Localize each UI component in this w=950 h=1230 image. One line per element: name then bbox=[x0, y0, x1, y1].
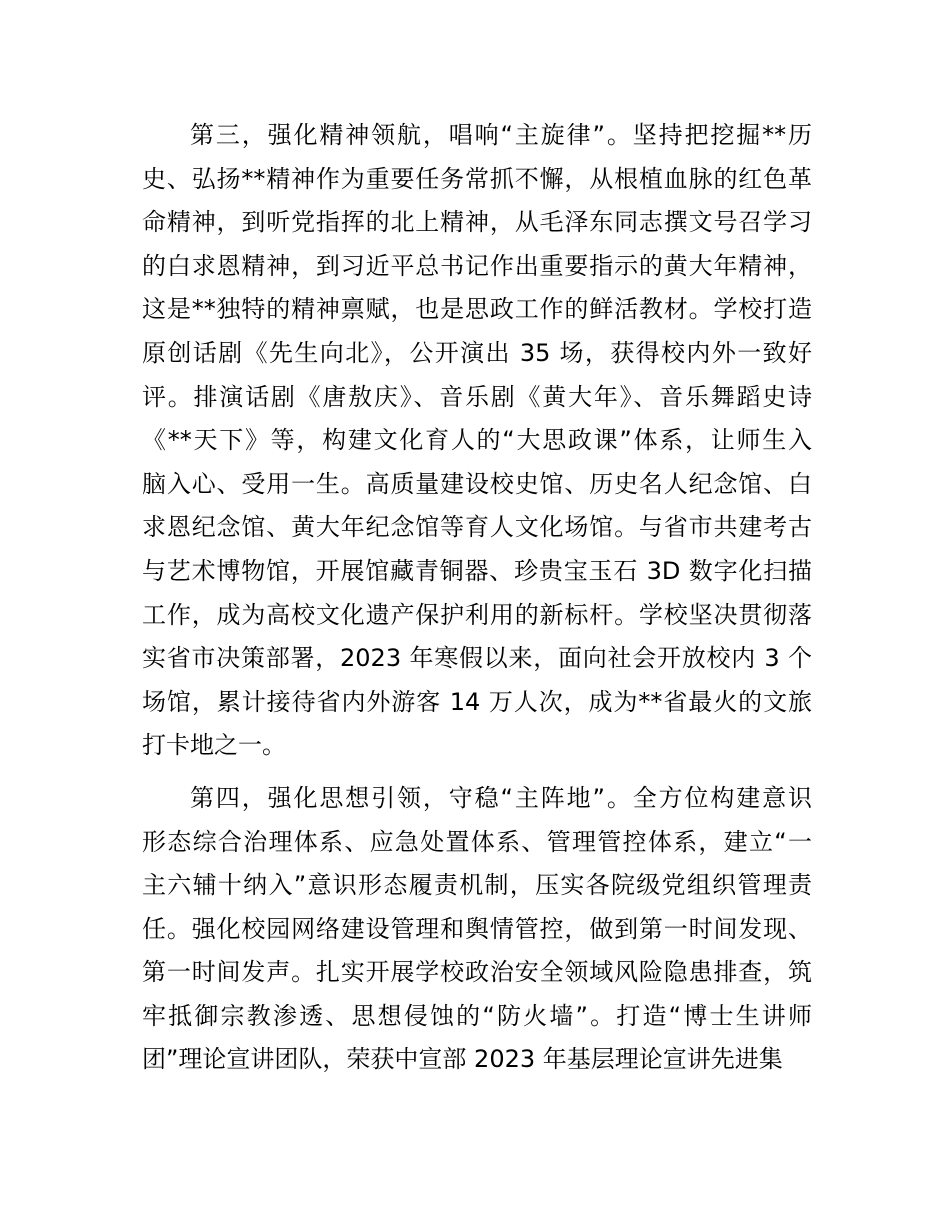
text-line: 第一时间发声。扎实开展学校政治安全领域风险隐患排查，筑 bbox=[142, 958, 812, 987]
text-line: 的白求恩精神，到习近平总书记作出重要指示的黄大年精神， bbox=[142, 251, 812, 280]
text-line: 《**天下》等，构建文化育人的“大思政课”体系，让师生入 bbox=[142, 426, 812, 455]
text-line: 命精神，到听党指挥的北上精神，从毛泽东同志撰文号召学习 bbox=[142, 208, 812, 237]
text-line: 脑入心、受用一生。高质量建设校史馆、历史名人纪念馆、白 bbox=[142, 469, 812, 498]
text-line: 实省市决策部署，2023 年寒假以来，面向社会开放校内 3 个 bbox=[142, 644, 812, 673]
text-line: 形态综合治理体系、应急处置体系、管理管控体系，建立“一 bbox=[142, 827, 812, 856]
text-line: 任。强化校园网络建设管理和舆情管控，做到第一时间发现、 bbox=[142, 914, 812, 943]
text-line: 求恩纪念馆、黄大年纪念馆等育人文化场馆。与省市共建考古 bbox=[142, 513, 812, 542]
text-line: 打卡地之一。 bbox=[142, 731, 286, 760]
text-line: 主六辅十纳入”意识形态履责机制，压实各院级党组织管理责 bbox=[142, 871, 812, 900]
text-line: 工作，成为高校文化遗产保护利用的新标杆。学校坚决贯彻落 bbox=[142, 600, 812, 629]
text-line: 与艺术博物馆，开展馆藏青铜器、珍贵宝玉石 3D 数字化扫描 bbox=[142, 556, 812, 585]
text-line: 史、弘扬**精神作为重要任务常抓不懈，从根植血脉的红色革 bbox=[142, 164, 812, 193]
text-line: 评。排演话剧《唐敖庆》、音乐剧《黄大年》、音乐舞蹈史诗 bbox=[142, 382, 812, 411]
text-line: 这是**独特的精神禀赋，也是思政工作的鲜活教材。学校打造 bbox=[142, 295, 812, 324]
text-line: 牢抵御宗教渗透、思想侵蚀的“防火墙”。打造“博士生讲师 bbox=[142, 1001, 812, 1030]
text-line: 第三，强化精神领航，唱响“主旋律”。坚持把挖掘**历 bbox=[190, 121, 812, 149]
document-body bbox=[142, 114, 812, 1082]
text-line: 团”理论宣讲团队，荣获中宣部 2023 年基层理论宣讲先进集 bbox=[142, 1045, 783, 1074]
text-line: 原创话剧《先生向北》，公开演出 35 场，获得校内外一致好 bbox=[142, 338, 812, 367]
text-line: 第四，强化思想引领，守稳“主阵地”。全方位构建意识 bbox=[190, 783, 812, 812]
text-line: 场馆，累计接待省内外游客 14 万人次，成为**省最火的文旅 bbox=[142, 687, 812, 716]
paragraph-gap bbox=[142, 768, 812, 777]
paragraph-third bbox=[142, 114, 812, 768]
paragraph-fourth bbox=[142, 777, 812, 1082]
